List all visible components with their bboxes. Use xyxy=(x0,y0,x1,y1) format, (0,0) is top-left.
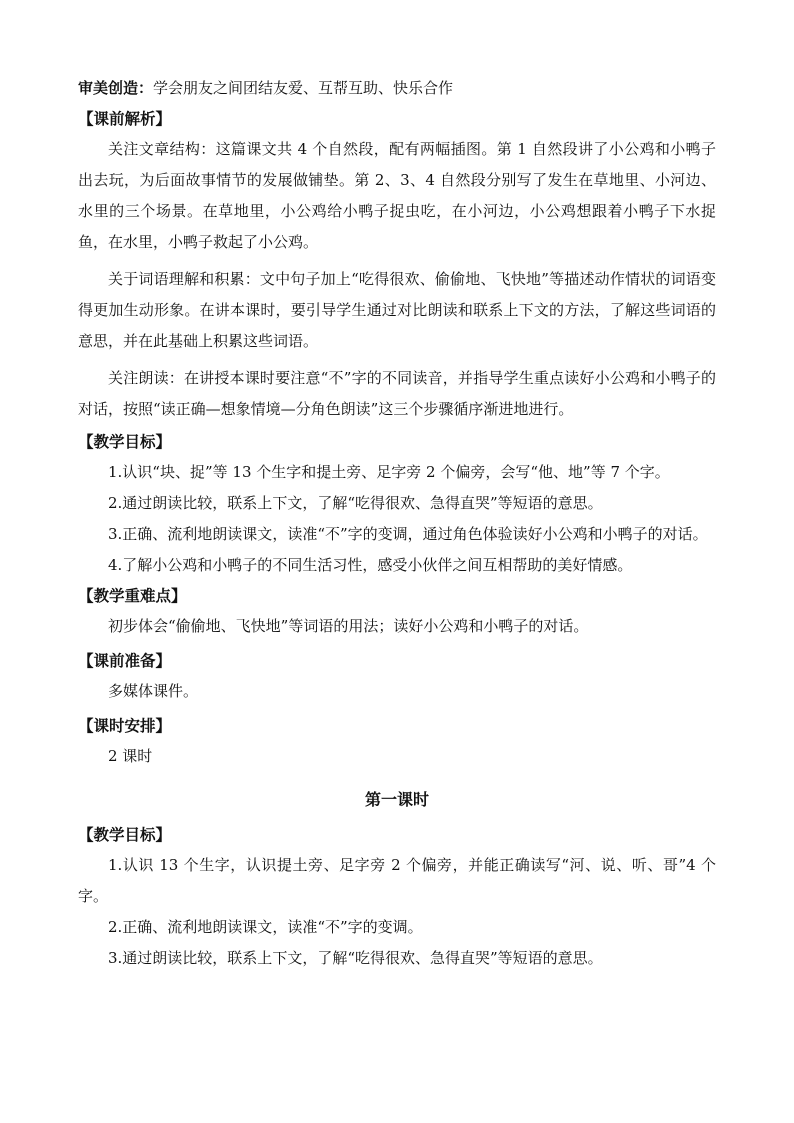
analysis-paragraph-vocabulary: 关于词语理解和积累：文中句子加上“吃得很欢、偷偷地、飞快地”等描述动作情状的词语变得更加生动形象。在讲本课时，要引导学生通过对比朗读和联系上下文的方法，了解这些词语的意思，并在此基础上积累这些词语。 xyxy=(78,270,716,350)
preparation-heading: 【课前准备】 xyxy=(78,652,172,670)
analysis-paragraph-structure: 关注文章结构：这篇课文共 4 个自然段，配有两幅插图。第 1 自然段讲了小公鸡和小鸭子出去玩，为后面故事情节的发展做铺垫。第 2、3、4 自然段分别写了发生在草地里、小河边、水里的三个场景。在草地里，小公鸡给小鸭子捉虫吃，在小河边，小公鸡想跟着小鸭子下水捉鱼，在水里，小鸭子救起了小公鸡。 xyxy=(78,140,716,251)
goal-item-1: 1.认识“块、捉”等 13 个生字和提土旁、足字旁 2 个偏旁，会写“他、地”等 7 个字。 xyxy=(108,463,670,481)
analysis-paragraph-reading: 关注朗读：在讲授本课时要注意“不”字的不同读音，并指导学生重点读好小公鸡和小鸭子的对话，按照“读正确—想象情境—分角色朗读”这三个步骤循序渐进地进行。 xyxy=(78,369,716,418)
key-points-heading: 【教学重难点】 xyxy=(78,587,187,605)
goal-item-4: 4.了解小公鸡和小鸭子的不同生活习性，感受小伙伴之间互相帮助的美好情感。 xyxy=(108,556,633,574)
lesson-goal-item-3: 3.通过朗读比较，联系上下文，了解“吃得很欢、急得直哭”等短语的意思。 xyxy=(108,949,603,967)
lesson-title: 第一课时 xyxy=(364,790,429,809)
goals-heading: 【教学目标】 xyxy=(78,433,172,451)
key-points-text: 初步体会“偷偷地、飞快地”等词语的用法；读好小公鸡和小鸭子的对话。 xyxy=(108,617,589,635)
goal-item-2: 2.通过朗读比较，联系上下文，了解“吃得很欢、急得直哭”等短语的意思。 xyxy=(108,494,603,512)
goal-item-3: 3.正确、流利地朗读课文，读准“不”字的变调，通过角色体验读好小公鸡和小鸭子的对话。 xyxy=(108,525,708,543)
schedule-heading: 【课时安排】 xyxy=(78,717,172,735)
aesthetic-line xyxy=(78,74,716,103)
aesthetic-label: 审美创造： xyxy=(78,79,154,97)
schedule-text: 2 课时 xyxy=(108,747,153,765)
lesson-goal-item-2: 2.正确、流利地朗读课文，读准“不”字的变调。 xyxy=(108,918,423,936)
aesthetic-text: 学会朋友之间团结友爱、互帮互助、快乐合作 xyxy=(153,79,454,97)
analysis-heading: 【课前解析】 xyxy=(78,110,172,128)
preparation-text: 多媒体课件。 xyxy=(108,682,199,700)
lesson-goal-item-1: 1.认识 13 个生字，认识提土旁、足字旁 2 个偏旁，并能正确读写“河、说、听、哥”4 个字。 xyxy=(78,856,716,905)
lesson-goals-heading: 【教学目标】 xyxy=(78,826,172,844)
